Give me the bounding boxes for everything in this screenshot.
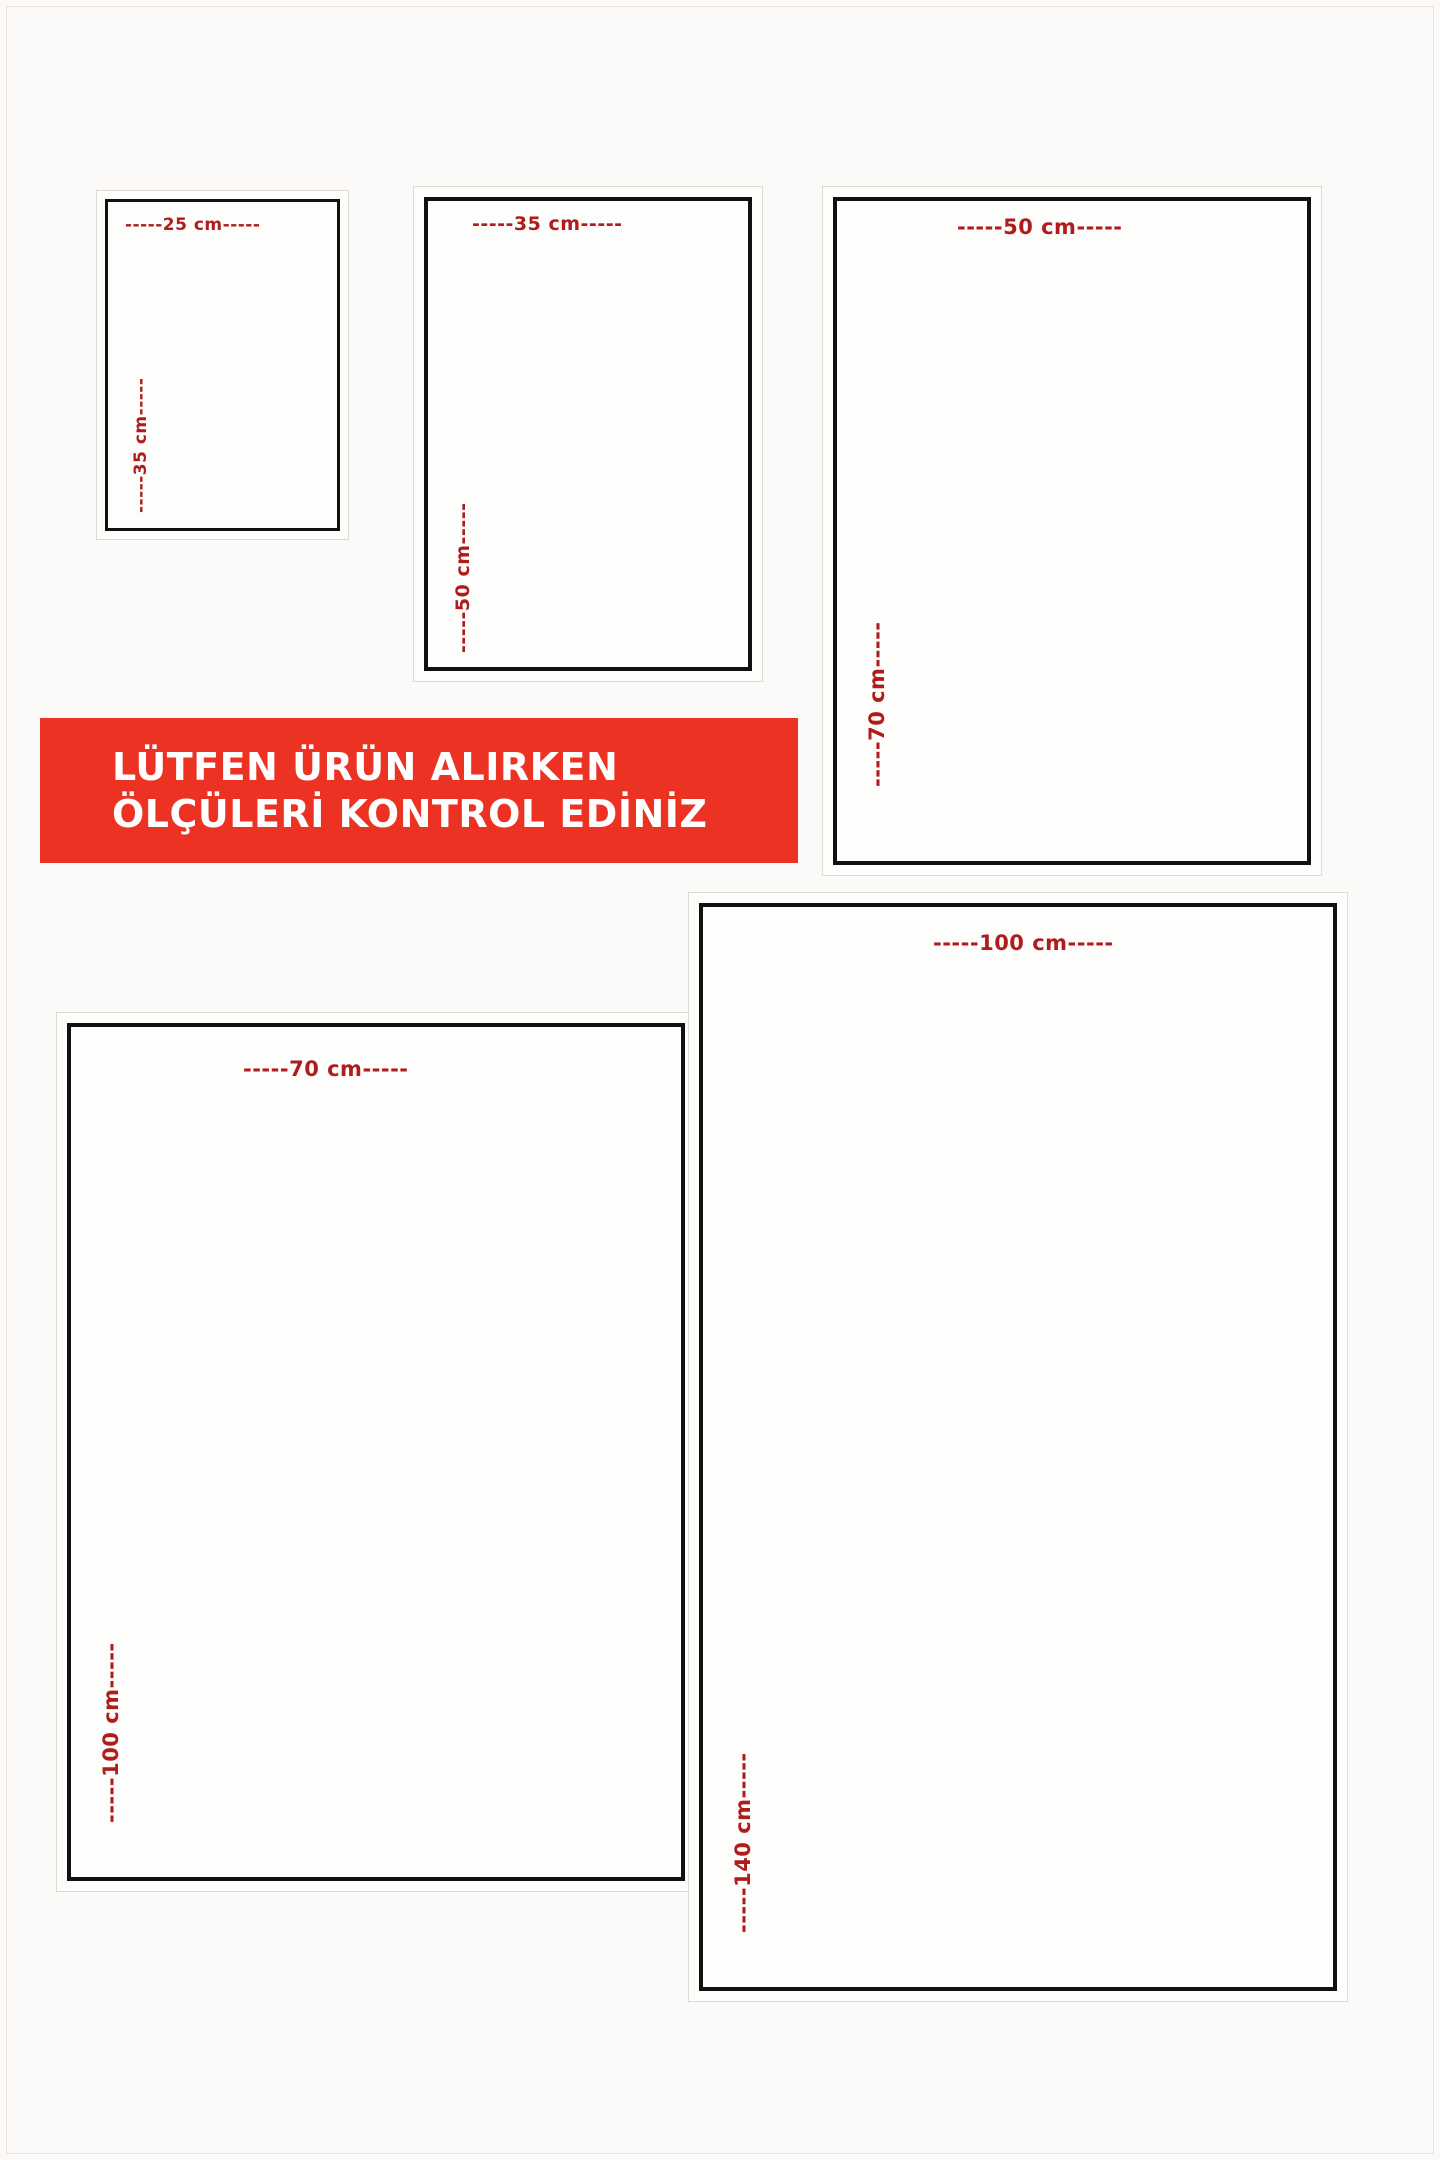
warning-line-2: ÖLÇÜLERİ KONTROL EDİNİZ [112, 791, 708, 836]
frame-100x140 [688, 892, 1348, 2002]
warning-banner [40, 718, 798, 863]
frame-70x100-inner [67, 1023, 685, 1881]
frame-25x35 [96, 190, 349, 540]
frame-100x140-width-label: -----100 cm----- [933, 931, 1114, 955]
frame-35x50-width-label: -----35 cm----- [472, 213, 623, 235]
frame-70x100-width-label: -----70 cm----- [243, 1057, 409, 1081]
warning-line-1: LÜTFEN ÜRÜN ALIRKEN [112, 745, 619, 790]
frame-50x70-height-label: -----70 cm----- [865, 621, 889, 787]
frame-25x35-width-label: -----25 cm----- [125, 215, 261, 235]
frame-50x70-inner [833, 197, 1311, 865]
frame-70x100-height-label: -----100 cm----- [99, 1642, 123, 1823]
frame-50x70-width-label: -----50 cm----- [957, 215, 1123, 239]
frame-25x35-height-label: -----35 cm----- [131, 377, 151, 513]
frame-100x140-height-label: -----140 cm----- [731, 1752, 755, 1933]
frame-100x140-inner [699, 903, 1337, 1991]
frame-35x50-height-label: -----50 cm----- [452, 502, 474, 653]
frame-50x70 [822, 186, 1322, 876]
frame-35x50 [413, 186, 763, 682]
frame-70x100 [56, 1012, 696, 1892]
